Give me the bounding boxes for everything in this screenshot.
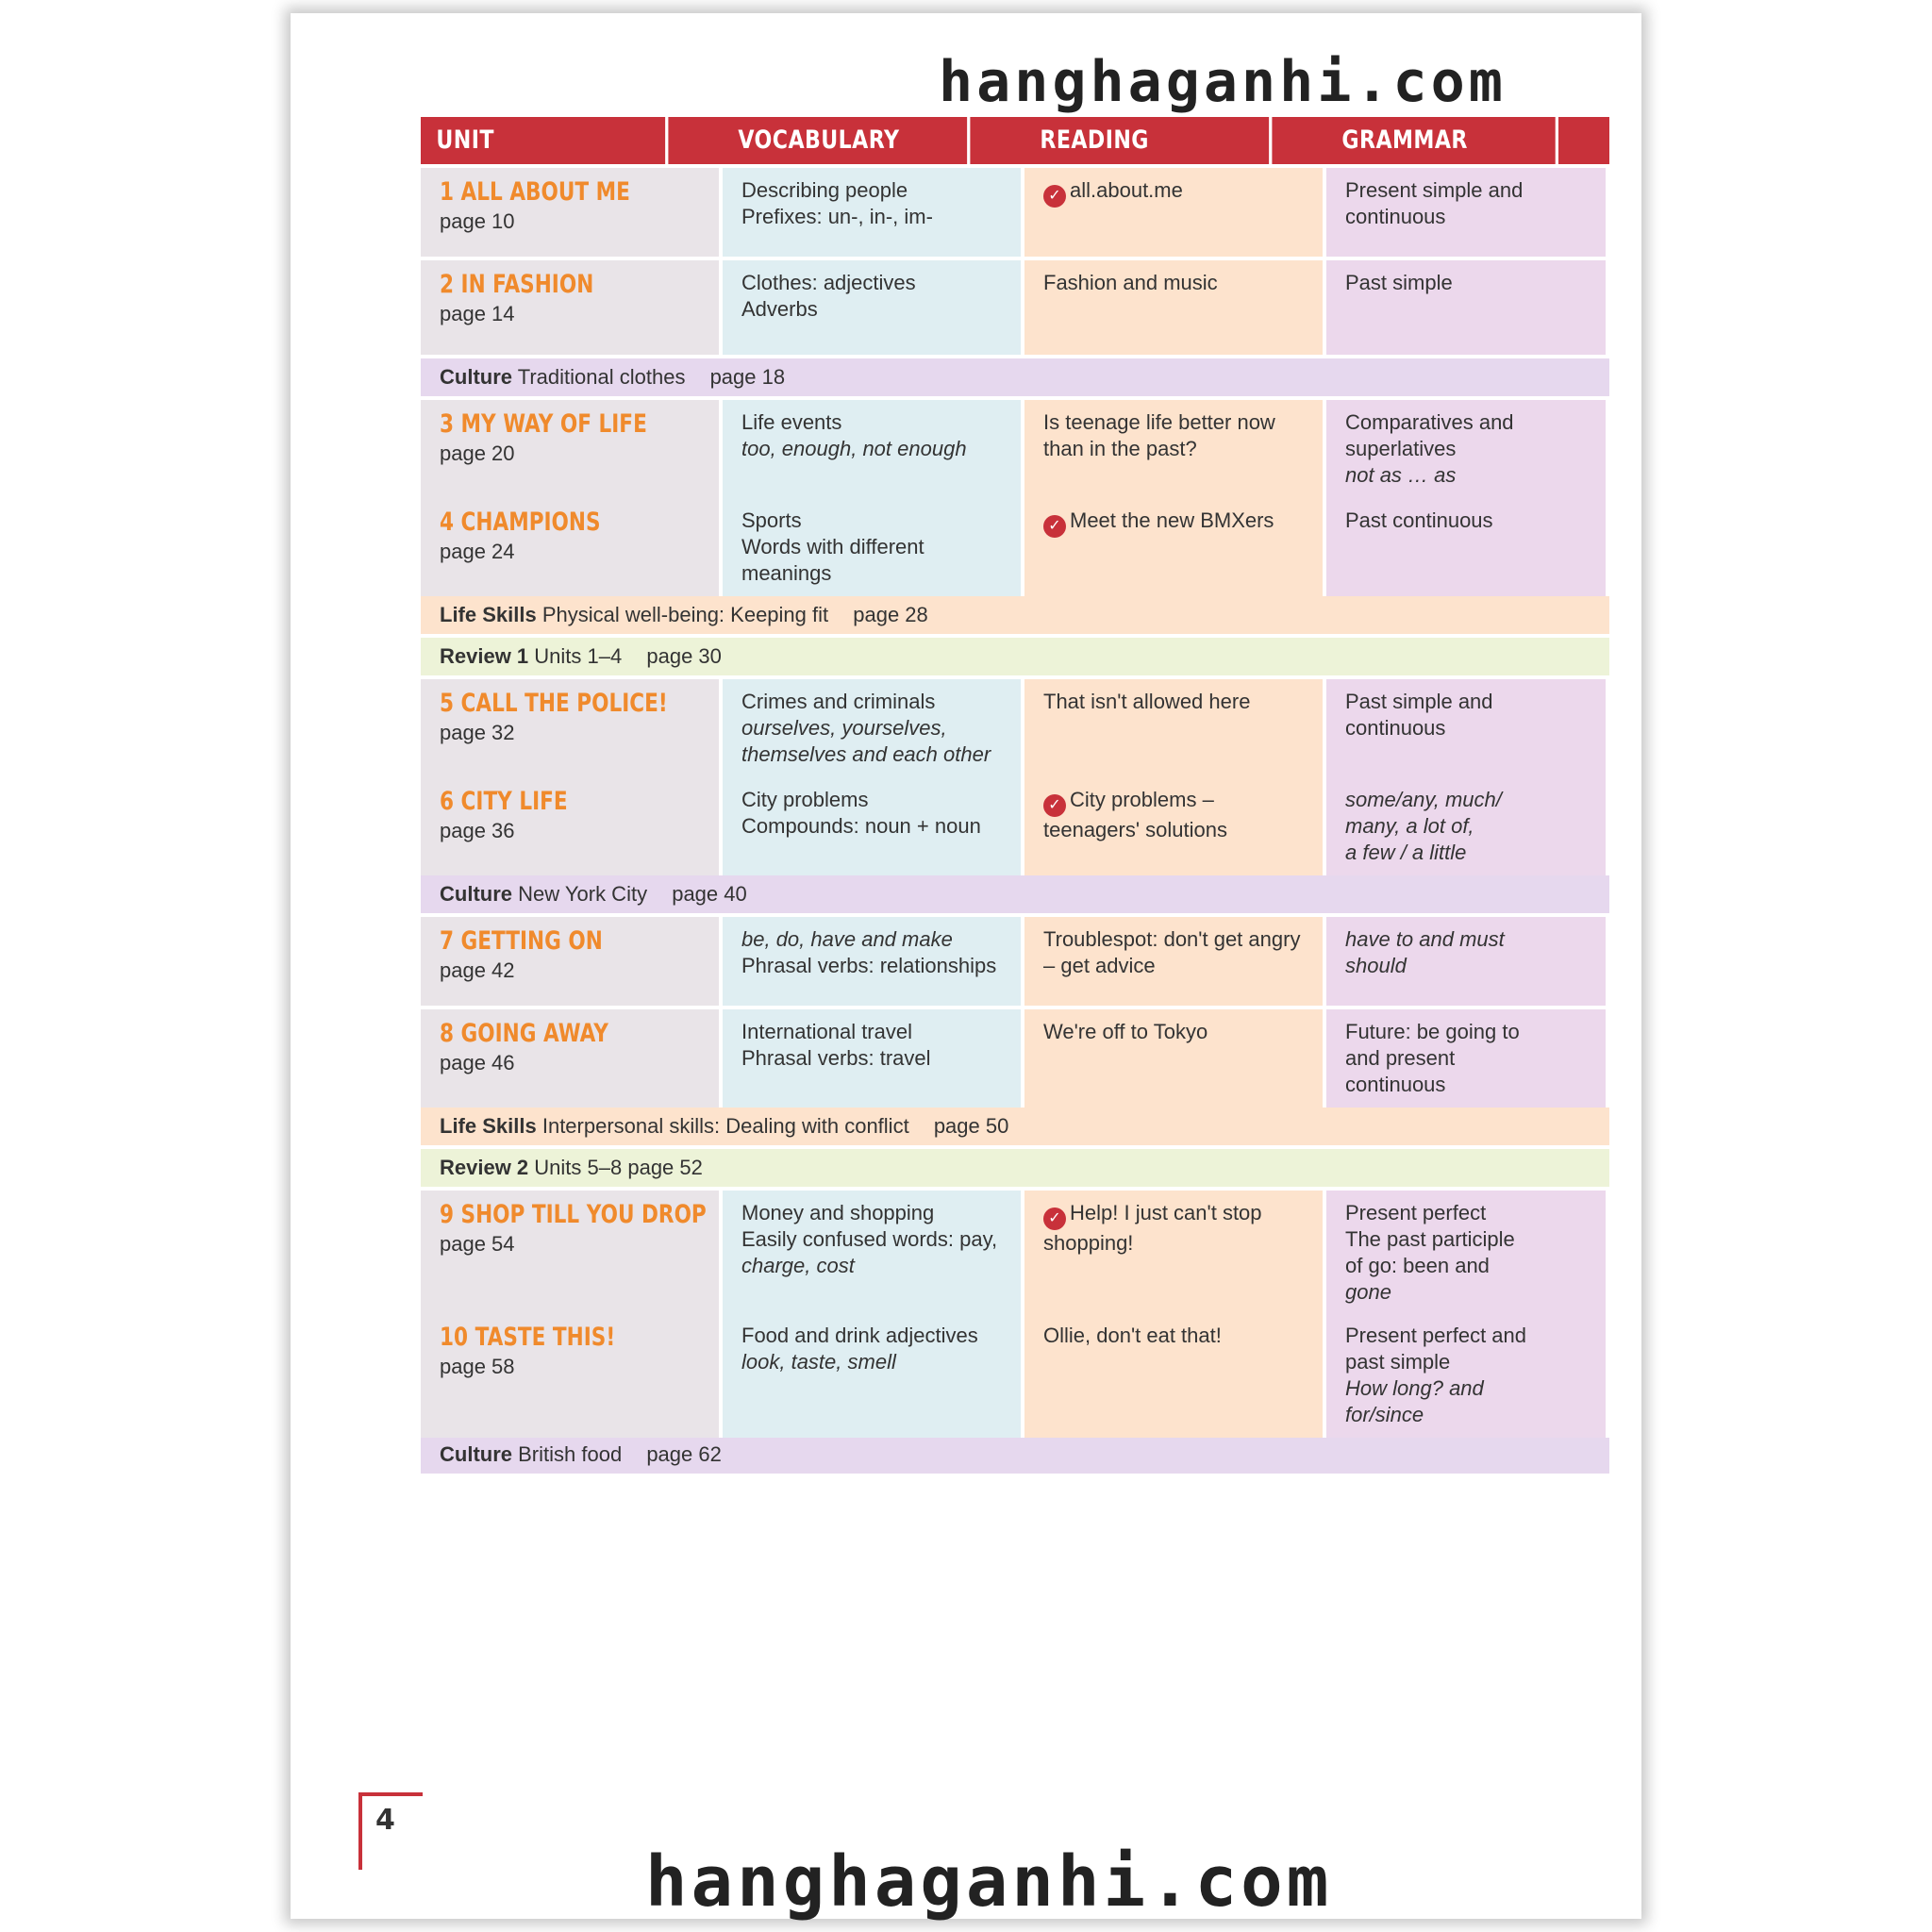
unit-cell [421,400,723,498]
unit-row [421,164,1609,257]
culture-band [421,872,1609,913]
grammar-line: continuous [1345,1073,1446,1096]
vocabulary-cell [723,1191,1024,1315]
unit-cell [421,260,723,355]
review-band [421,634,1609,675]
unit-row [421,913,1609,1006]
band-label: Culture [440,882,512,906]
grammar-line: continuous [1345,716,1446,740]
reading-text: Troublespot: don't get angry – get advice [1043,927,1301,977]
unit-cell [421,168,723,257]
reading-text: That isn't allowed here [1043,690,1251,713]
check-icon: ✓ [1043,794,1066,817]
grammar-line: The past participle [1345,1227,1515,1251]
grammar-line: a few / a little [1345,841,1467,864]
unit-cell [421,777,723,875]
unit-title: 10 TASTE THIS! [440,1323,616,1352]
unit-title: 6 CITY LIFE [440,787,568,816]
unit-title: 1 ALL ABOUT ME [440,177,630,207]
grammar-line: How long? and [1345,1376,1484,1400]
vocab-line: charge, cost [741,1254,855,1277]
vocab-line: Compounds: noun + noun [741,814,981,838]
vocabulary-cell [723,679,1024,777]
reading-text: Help! I just can't stop shopping! [1043,1201,1262,1255]
unit-title: 8 GOING AWAY [440,1019,608,1048]
unit-page: page 24 [440,540,515,563]
reading-cell [1024,168,1326,257]
grammar-line: past simple [1345,1350,1451,1374]
vocab-line: meanings [741,561,832,585]
grammar-cell [1326,1191,1609,1315]
reading-cell [1024,1191,1326,1315]
unit-page: page 14 [440,302,515,325]
grammar-line: gone [1345,1280,1391,1304]
header-vocabulary: VOCABULARY [723,117,970,164]
vocab-line: be, do, have and make [741,927,953,951]
header-unit: UNIT [421,117,668,164]
grammar-cell [1326,679,1609,777]
unit-page: page 10 [440,209,515,233]
unit-cell [421,1009,723,1108]
band-page: page 30 [646,644,722,668]
unit-title: 9 SHOP TILL YOU DROP [440,1200,707,1229]
grammar-cell [1326,917,1609,1006]
band-text: Traditional clothes [517,365,686,389]
unit-title: 4 CHAMPIONS [440,508,601,537]
reading-text: Is teenage life better now than in the past? [1043,410,1275,460]
vocab-line: City problems [741,788,869,811]
reading-text: City problems – teenagers' solutions [1043,788,1227,841]
table-header [421,117,1609,164]
vocabulary-cell [723,400,1024,498]
vocab-line: Easily confused words: pay, [741,1227,998,1251]
grammar-line: Past simple and [1345,690,1493,713]
vocab-line: Clothes: adjectives [741,271,916,294]
vocab-line: Life events [741,410,842,434]
grammar-line: of go: been and [1345,1254,1490,1277]
unit-page: page 58 [440,1355,515,1378]
band-label: Life Skills [440,603,537,626]
check-icon: ✓ [1043,185,1066,208]
band-page: page 28 [853,603,928,626]
unit-cell [421,1313,723,1438]
unit-title: 5 CALL THE POLICE! [440,689,668,718]
vocabulary-cell [723,498,1024,596]
vocab-line: Prefixes: un-, in-, im- [741,205,933,228]
reading-cell [1024,400,1326,498]
unit-row [421,1309,1609,1432]
unit-row [421,774,1609,872]
unit-row [421,1006,1609,1104]
vocab-line: Sports [741,508,802,532]
grammar-line: Past continuous [1345,508,1493,532]
vocab-line: look, taste, smell [741,1350,896,1374]
grammar-cell [1326,400,1609,498]
unit-page: page 36 [440,819,515,842]
vocab-line: themselves and each other [741,742,991,766]
vocabulary-cell [723,1313,1024,1438]
reading-cell [1024,498,1326,596]
band-text: Interpersonal skills: Dealing with conflict [541,1114,909,1138]
band-page: page 62 [646,1442,722,1466]
grammar-cell [1326,260,1609,355]
grammar-line: Comparatives and [1345,410,1514,434]
grammar-line: Past simple [1345,271,1453,294]
vocab-line: Adverbs [741,297,818,321]
unit-page: page 32 [440,721,515,744]
unit-row [421,494,1609,592]
unit-page: page 42 [440,958,515,982]
grammar-line: Present perfect [1345,1201,1487,1224]
unit-title: 2 IN FASHION [440,270,594,299]
header-reading: READING [1024,117,1272,164]
watermark-bottom: hanghaganhi.com [645,1841,1333,1923]
band-page: page 18 [709,365,786,389]
band-label: Review 2 [440,1156,529,1179]
reading-text: We're off to Tokyo [1043,1020,1208,1043]
unit-title: 7 GETTING ON [440,926,603,956]
contents-table [421,117,1609,1474]
life-skills-band [421,1104,1609,1145]
unit-cell [421,679,723,777]
vocabulary-cell [723,168,1024,257]
reading-text: all.about.me [1070,178,1183,202]
grammar-line: many, a lot of, [1345,814,1474,838]
grammar-line: should [1345,954,1407,977]
band-page: page 50 [933,1114,1009,1138]
unit-cell [421,1191,723,1315]
unit-page: page 46 [440,1051,515,1074]
grammar-line: have to and must [1345,927,1505,951]
vocabulary-cell [723,917,1024,1006]
reading-cell [1024,1313,1326,1438]
reading-cell [1024,679,1326,777]
unit-row [421,396,1609,494]
check-icon: ✓ [1043,515,1066,538]
vocab-line: Phrasal verbs: relationships [741,954,997,977]
grammar-cell [1326,1009,1609,1108]
unit-cell [421,498,723,596]
band-text: Physical well-being: Keeping fit [541,603,829,626]
vocab-line: Money and shopping [741,1201,935,1224]
vocab-line: too, enough, not enough [741,437,967,460]
grammar-line: and present [1345,1046,1456,1070]
unit-row [421,257,1609,355]
grammar-line: some/any, much/ [1345,788,1502,811]
reading-cell [1024,1009,1326,1108]
watermark-top: hanghaganhi.com [939,49,1507,115]
grammar-cell [1326,1313,1609,1438]
culture-band [421,355,1609,396]
grammar-cell [1326,777,1609,875]
grammar-line: Future: be going to [1345,1020,1520,1043]
band-page: page 40 [672,882,747,906]
reading-cell [1024,260,1326,355]
band-text: British food [518,1442,623,1466]
life-skills-band [421,592,1609,634]
unit-page: page 54 [440,1232,515,1256]
band-label: Review 1 [440,644,529,668]
vocab-line: Phrasal verbs: travel [741,1046,931,1070]
band-text: Units 5–8 page 52 [534,1156,703,1179]
unit-row [421,675,1609,774]
grammar-line: Present simple and [1345,178,1524,202]
band-label: Life Skills [440,1114,537,1138]
check-icon: ✓ [1043,1208,1066,1230]
vocab-line: International travel [741,1020,912,1043]
vocab-line: Describing people [741,178,908,202]
band-label: Culture [440,365,512,389]
unit-row [421,1187,1609,1309]
reading-cell [1024,917,1326,1006]
band-label: Culture [440,1442,512,1466]
reading-text: Ollie, don't eat that! [1043,1324,1222,1347]
vocabulary-cell [723,1009,1024,1108]
grammar-line: Present perfect and [1345,1324,1527,1347]
page-number: 4 [375,1804,395,1837]
vocabulary-cell [723,260,1024,355]
band-text: New York City [518,882,648,906]
unit-cell [421,917,723,1006]
grammar-line: not as … as [1345,463,1457,487]
reading-text: Fashion and music [1043,271,1218,294]
vocab-line: Crimes and criminals [741,690,936,713]
grammar-line: for/since [1345,1403,1424,1426]
reading-text: Meet the new BMXers [1070,508,1274,532]
unit-page: page 20 [440,441,515,465]
band-text: Units 1–4 [534,644,623,668]
grammar-cell [1326,498,1609,596]
header-grammar: GRAMMAR [1326,117,1558,164]
unit-title: 3 MY WAY OF LIFE [440,409,647,439]
vocab-line: Food and drink adjectives [741,1324,978,1347]
review-band [421,1145,1609,1187]
grammar-line: continuous [1345,205,1446,228]
reading-cell [1024,777,1326,875]
grammar-line: superlatives [1345,437,1457,460]
vocab-line: Words with different [741,535,924,558]
culture-band [421,1432,1609,1474]
grammar-cell [1326,168,1609,257]
vocab-line: ourselves, yourselves, [741,716,947,740]
vocabulary-cell [723,777,1024,875]
